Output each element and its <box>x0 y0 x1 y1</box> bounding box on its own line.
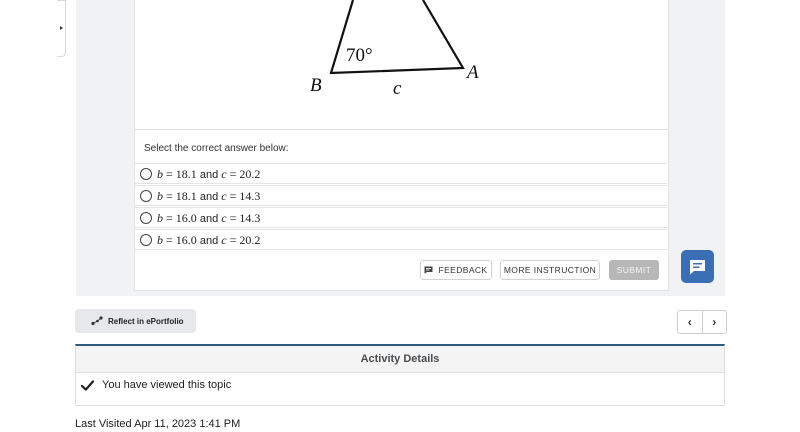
answer-option-1[interactable] <box>135 163 667 184</box>
next-topic-button[interactable] <box>702 311 727 333</box>
activity-details-title: Activity Details <box>76 346 724 373</box>
answer-options <box>135 163 667 251</box>
checkmark-icon <box>81 380 94 391</box>
side-panel-toggle[interactable] <box>57 0 66 57</box>
more-instruction-button[interactable] <box>500 260 600 280</box>
feedback-button[interactable] <box>420 260 492 280</box>
divider <box>135 129 668 130</box>
radio-button[interactable] <box>140 168 152 180</box>
radio-button[interactable] <box>140 190 152 202</box>
reflect-eportfolio-button[interactable] <box>75 309 196 333</box>
chat-icon <box>689 259 706 275</box>
answer-text: b = 16.0 and c = 14.3 <box>157 211 261 225</box>
answer-option-4[interactable] <box>135 229 667 250</box>
answer-text: b = 18.1 and c = 20.2 <box>157 167 261 181</box>
answer-text: b = 16.0 and c = 20.2 <box>157 233 261 247</box>
side-c-label: c <box>393 78 402 99</box>
triangle-figure <box>135 0 668 130</box>
more-instruction-label: MORE INSTRUCTION <box>503 265 597 275</box>
answer-option-2[interactable] <box>135 185 667 206</box>
question-card <box>134 0 669 291</box>
answer-option-3[interactable] <box>135 207 667 228</box>
submit-label: SUBMIT <box>616 265 652 275</box>
topic-navigation <box>677 310 727 334</box>
vertex-a-label: A <box>467 62 479 83</box>
question-prompt: Select the correct answer below: <box>144 143 289 154</box>
expand-arrow-icon <box>57 23 65 33</box>
submit-button[interactable] <box>609 260 659 280</box>
chevron-right-icon: › <box>712 315 717 329</box>
feedback-label: FEEDBACK <box>438 265 488 275</box>
radio-button[interactable] <box>140 234 152 246</box>
last-visited-text: Last Visited Apr 11, 2023 1:41 PM <box>75 418 241 430</box>
viewed-text: You have viewed this topic <box>102 379 232 391</box>
chevron-left-icon: ‹ <box>687 315 692 329</box>
activity-details-panel <box>75 344 725 406</box>
vertex-b-label: B <box>310 75 322 96</box>
eportfolio-icon <box>91 316 103 326</box>
viewed-status <box>81 379 231 391</box>
radio-button[interactable] <box>140 212 152 224</box>
chat-button[interactable] <box>681 250 714 283</box>
angle-label: 70° <box>346 45 373 66</box>
triangle-diagram <box>135 0 668 130</box>
previous-topic-button[interactable] <box>678 311 702 333</box>
feedback-icon <box>424 266 433 274</box>
answer-text: b = 18.1 and c = 14.3 <box>157 189 261 203</box>
reflect-label: Reflect in ePortfolio <box>108 316 184 326</box>
